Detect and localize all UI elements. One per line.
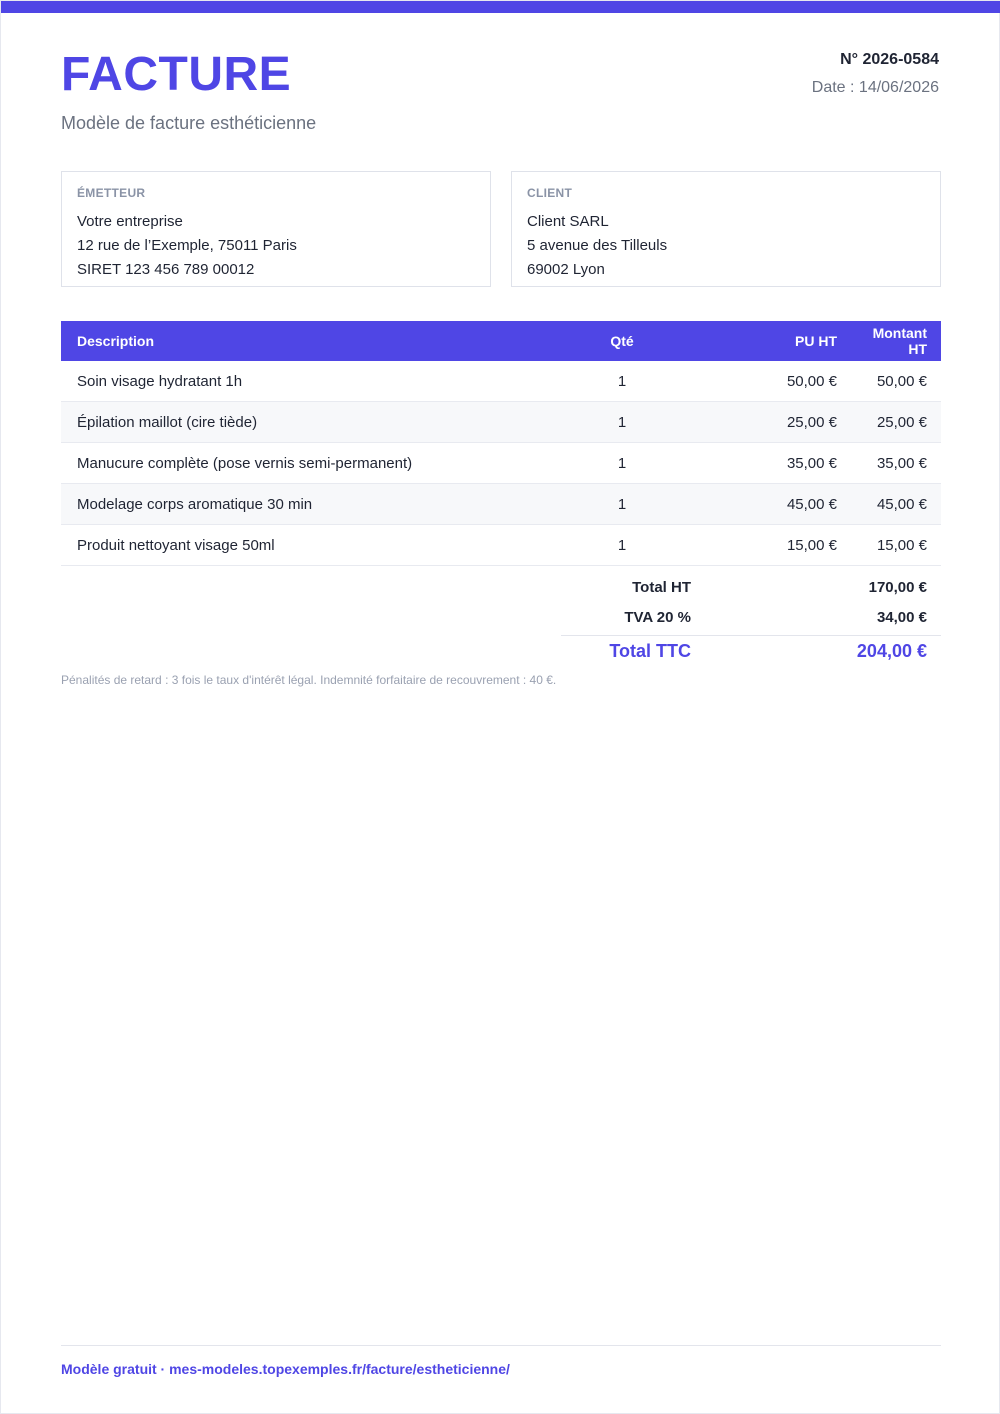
issuer-siret: SIRET 123 456 789 00012 [77,261,255,278]
tva-row [561,605,941,635]
tva-label: TVA 20 % [624,609,691,626]
row-description: Produit nettoyant visage 50ml [61,525,561,566]
table-row [61,484,941,525]
row-unit-price: 50,00 € [681,361,851,402]
row-amount: 50,00 € [851,361,941,402]
invoice-date: Date : 14/06/2026 [811,79,939,96]
row-amount: 15,00 € [851,525,941,566]
row-description: Soin visage hydratant 1h [61,361,561,402]
issuer-label: ÉMETTEUR [77,186,146,200]
header-amount: Montant HT [872,325,927,357]
row-amount: 25,00 € [851,402,941,443]
row-qty: 1 [561,484,681,525]
client-box [511,171,941,287]
client-label: CLIENT [527,186,573,200]
totals-block [561,575,941,668]
table-row [61,525,941,566]
header-unit-price: PU HT [795,333,837,349]
row-amount: 45,00 € [851,484,941,525]
row-unit-price: 15,00 € [681,525,851,566]
client-street: 5 avenue des Tilleuls [527,237,668,254]
footer-link[interactable]: Modèle gratuit · mes-modeles.topexemples.fr/facture/estheticienne/ [61,1361,510,1377]
footer-divider [61,1345,941,1346]
issuer-box [61,171,491,287]
accent-top-bar [1,1,1000,13]
table-row [61,402,941,443]
invoice-number: N° 2026-0584 [840,51,939,68]
items-table [61,321,941,566]
header-description: Description [77,333,155,349]
total-ttc-label: Total TTC [609,641,691,661]
table-row [61,361,941,402]
issuer-address: 12 rue de l’Exemple, 75011 Paris [77,237,297,254]
client-name: Client SARL [527,213,609,230]
client-city: 69002 Lyon [527,261,605,278]
total-ht-label: Total HT [632,579,691,596]
total-ht-value: 170,00 € [868,579,927,596]
header-qty: Qté [610,333,634,349]
row-description: Épilation maillot (cire tiède) [61,402,561,443]
total-ht-row [561,575,941,605]
row-qty: 1 [561,361,681,402]
issuer-name: Votre entreprise [77,213,183,230]
row-qty: 1 [561,525,681,566]
row-amount: 35,00 € [851,443,941,484]
invoice-title: FACTURE [61,48,292,101]
tva-value: 34,00 € [876,609,927,626]
row-unit-price: 45,00 € [681,484,851,525]
row-unit-price: 25,00 € [681,402,851,443]
row-description: Manucure complète (pose vernis semi-permanent) [61,443,561,484]
invoice-subtitle: Modèle de facture esthéticienne [61,113,317,133]
table-row [61,443,941,484]
row-description: Modelage corps aromatique 30 min [61,484,561,525]
table-header-row [61,321,941,361]
total-ttc-row [561,635,941,668]
total-ttc-value: 204,00 € [856,641,927,661]
row-qty: 1 [561,402,681,443]
row-qty: 1 [561,443,681,484]
row-unit-price: 35,00 € [681,443,851,484]
late-payment-note: Pénalités de retard : 3 fois le taux d'intérêt légal. Indemnité forfaitaire de recouvrement : 40 €. [61,673,557,687]
